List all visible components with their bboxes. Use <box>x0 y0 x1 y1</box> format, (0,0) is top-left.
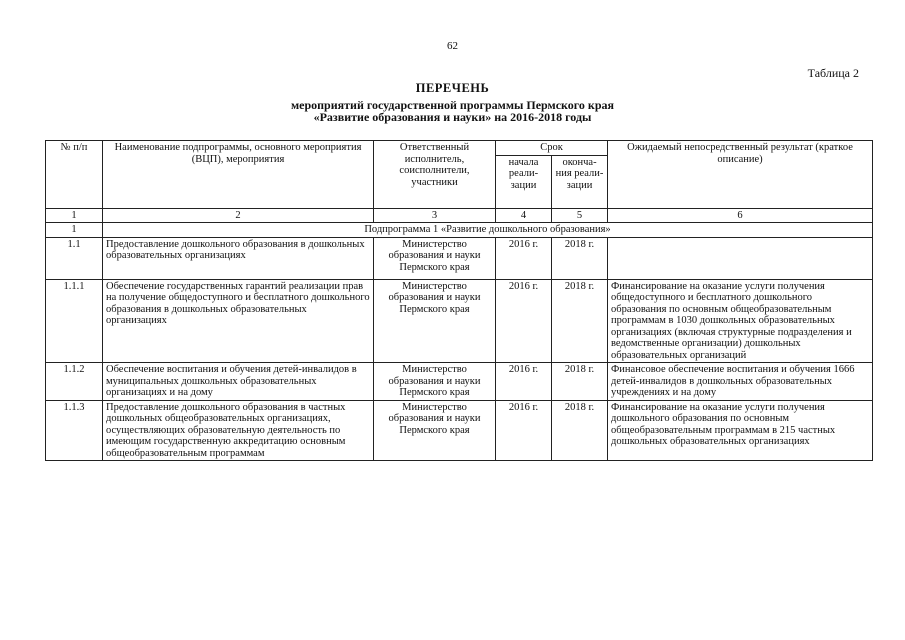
row-num: 1.1.2 <box>46 363 103 401</box>
row-result <box>608 237 873 279</box>
row-executor: Министерство образования и науки Пермского края <box>374 279 496 363</box>
table-label: Таблица 2 <box>807 66 859 80</box>
table-row <box>46 237 873 279</box>
header-term: Срок <box>496 141 608 156</box>
page-number: 62 <box>447 40 458 52</box>
header-result: Ожидаемый непосредственный результат (краткое описание) <box>608 141 873 209</box>
row-start: 2016 г. <box>496 400 552 461</box>
subprogram-title: Подпрограмма 1 «Развитие дошкольного образования» <box>103 223 873 238</box>
header-row <box>46 141 873 156</box>
subprogram-row <box>46 223 873 238</box>
row-executor: Министерство образования и науки Пермского края <box>374 363 496 401</box>
column-number: 5 <box>552 208 608 223</box>
header-num: № п/п <box>46 141 103 209</box>
column-number-row <box>46 208 873 223</box>
header-name: Наименование подпрограммы, основного мероприятия (ВЦП), мероприятия <box>103 141 374 209</box>
column-number: 6 <box>608 208 873 223</box>
column-number: 2 <box>103 208 374 223</box>
table-row <box>46 279 873 363</box>
row-end: 2018 г. <box>552 279 608 363</box>
header-end: оконча-ния реали-зации <box>552 155 608 208</box>
row-num: 1.1.1 <box>46 279 103 363</box>
row-executor: Министерство образования и науки Пермского края <box>374 237 496 279</box>
subtitle-line-1: мероприятий государственной программы Пермского края <box>290 98 615 112</box>
row-start: 2016 г. <box>496 279 552 363</box>
measures-table <box>45 140 873 461</box>
document-subtitle <box>0 99 905 123</box>
row-start: 2016 г. <box>496 237 552 279</box>
row-result: Финансирование на оказание услуги получения дошкольного образования по основным общеобразовательным программам в 215 частных дошкольных образовательных организациях <box>608 400 873 461</box>
row-end: 2018 г. <box>552 237 608 279</box>
row-result: Финансовое обеспечение воспитания и обучения 1666 детей-инвалидов в дошкольных образовательных учреждениях и на дому <box>608 363 873 401</box>
row-result: Финансирование на оказание услуги получения общедоступного и бесплатного дошкольного образования по основным общеобразовательным программам в 1030 дошкольных образовательных организациях (включая структурные подразделения и ведомственные организации) дошкольных образовательных организаций <box>608 279 873 363</box>
column-number: 3 <box>374 208 496 223</box>
row-executor: Министерство образования и науки Пермского края <box>374 400 496 461</box>
row-end: 2018 г. <box>552 400 608 461</box>
row-num: 1.1 <box>46 237 103 279</box>
subprogram-num: 1 <box>46 223 103 238</box>
row-num: 1.1.3 <box>46 400 103 461</box>
document-title: ПЕРЕЧЕНЬ <box>415 81 490 95</box>
row-start: 2016 г. <box>496 363 552 401</box>
row-name: Обеспечение государственных гарантий реализации прав на получение общедоступного и бесплатного дошкольного образования в дошкольных образовательных организациях <box>103 279 374 363</box>
row-name: Предоставление дошкольного образования в дошкольных образовательных организациях <box>103 237 374 279</box>
table-row <box>46 400 873 461</box>
column-number: 4 <box>496 208 552 223</box>
row-name: Обеспечение воспитания и обучения детей-инвалидов в муниципальных дошкольных образовательных организациях и на дому <box>103 363 374 401</box>
row-end: 2018 г. <box>552 363 608 401</box>
table-row <box>46 363 873 401</box>
column-number: 1 <box>46 208 103 223</box>
header-start: начала реали-зации <box>496 155 552 208</box>
header-executor: Ответственный исполнитель, соисполнители, участники <box>374 141 496 209</box>
subtitle-line-2: «Развитие образования и науки» на 2016-2018 годы <box>313 110 592 124</box>
row-name: Предоставление дошкольного образования в частных дошкольных общеобразовательных организациях, осуществляющих образовательную деятельность по имеющим государственную аккредитацию основным общеобразовательным программам <box>103 400 374 461</box>
